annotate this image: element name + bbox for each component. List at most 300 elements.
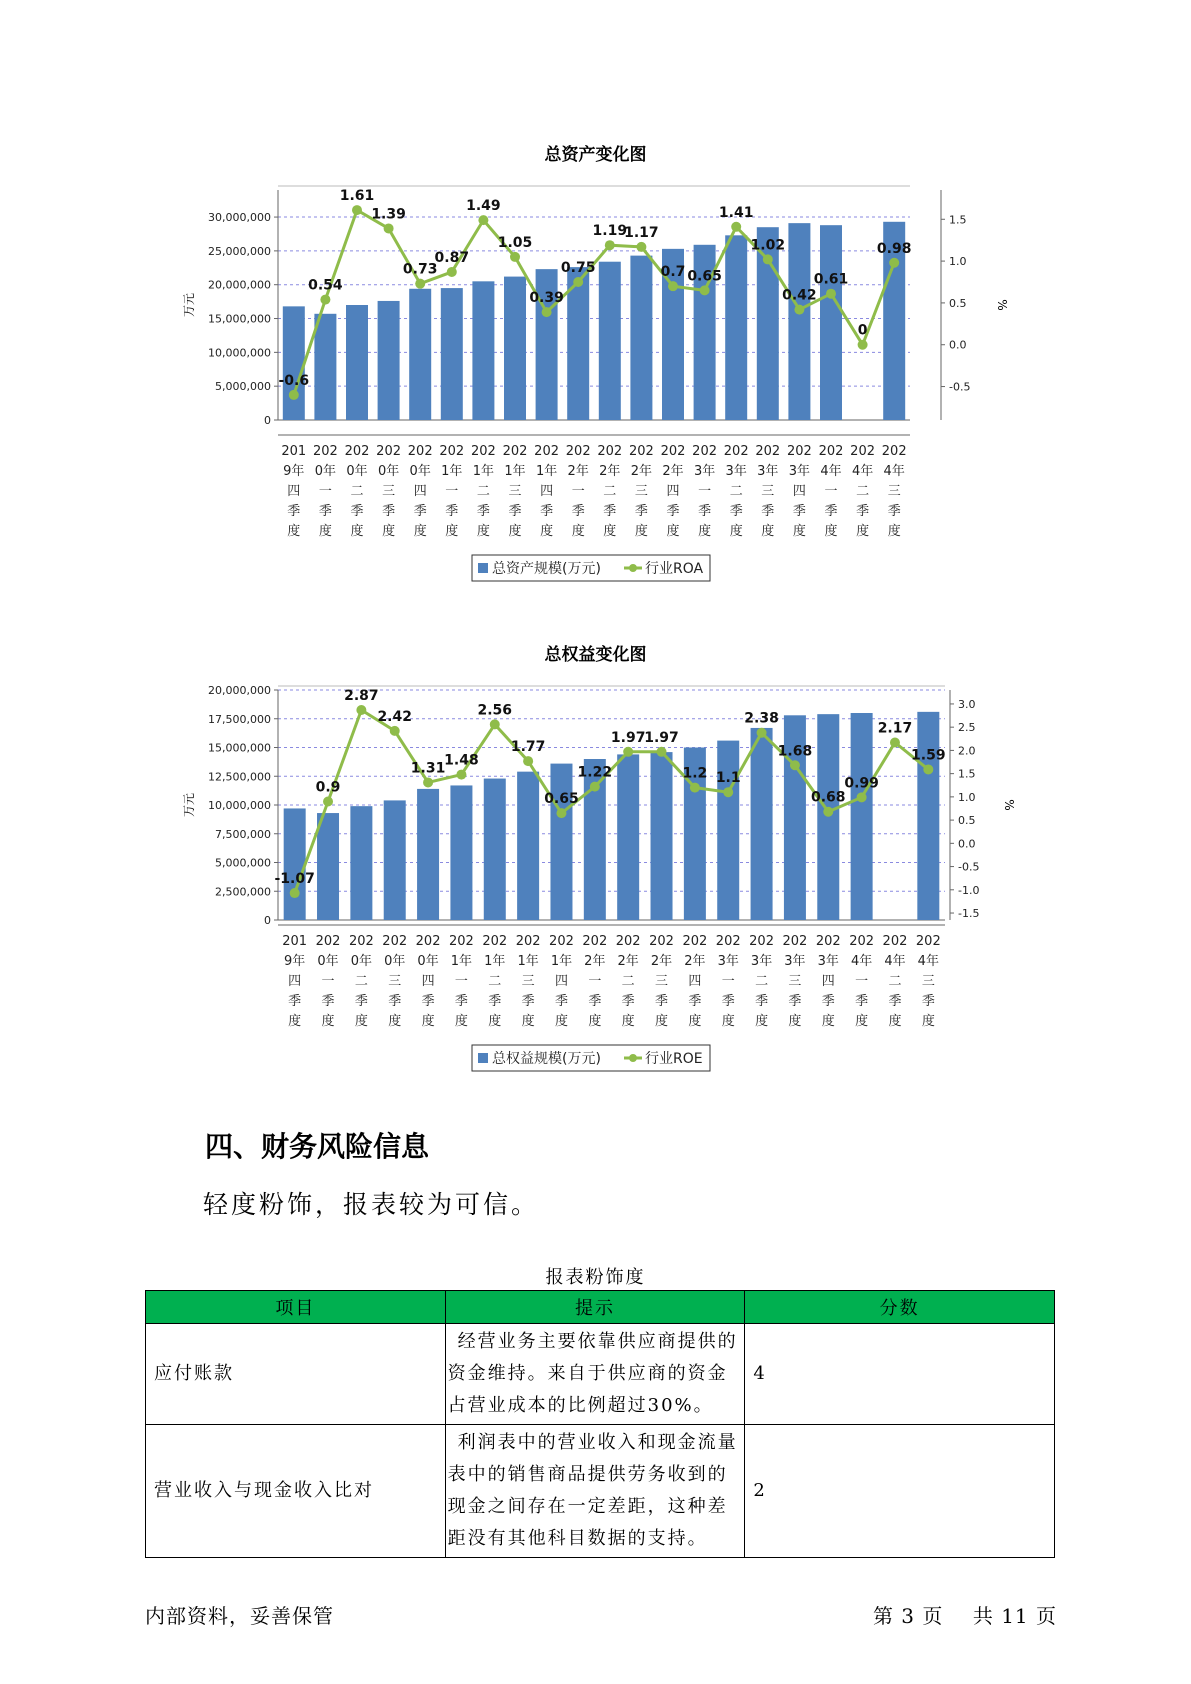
category-label-part: 三 <box>388 974 402 989</box>
line-point <box>623 747 633 757</box>
category-label-part: 度 <box>288 1014 302 1029</box>
data-label: 0.65 <box>687 268 722 285</box>
bar <box>717 741 739 920</box>
data-label: 1.22 <box>577 764 613 781</box>
category-label-part: 202 <box>407 444 433 459</box>
category-label <box>916 934 941 1029</box>
category-label-part: 1年 <box>504 464 526 479</box>
category-label <box>349 934 374 1029</box>
category-label <box>850 444 875 539</box>
section-paragraph: 轻度粉饰，报表较为可信。 <box>203 1190 540 1219</box>
category-label-part: 202 <box>415 934 441 949</box>
category-label-part: 3年 <box>750 954 773 969</box>
row-item: 应付账款 <box>146 1324 446 1425</box>
bar <box>441 288 463 420</box>
bar <box>917 712 939 920</box>
category-label-part: 二 <box>888 974 902 989</box>
data-label: 1.49 <box>466 198 501 215</box>
category-label <box>883 934 908 1029</box>
data-label: 1.77 <box>510 739 546 756</box>
category-label-part: 2年 <box>684 954 706 969</box>
category-label-part: 度 <box>321 1014 335 1029</box>
legend <box>472 1045 710 1071</box>
category-label-part: 1年 <box>517 954 539 969</box>
category-label-part: 度 <box>413 524 427 539</box>
category-label-part: 度 <box>729 524 743 539</box>
category-label-part: 季 <box>454 994 468 1009</box>
legend-bar-swatch <box>478 563 488 573</box>
category-label-part: 季 <box>488 994 502 1009</box>
section-heading: 四、财务风险信息 <box>205 1130 430 1163</box>
category-label-part: 三 <box>634 484 648 499</box>
category-label <box>471 444 496 539</box>
category-label-part: 季 <box>888 994 902 1009</box>
category-label-part: 202 <box>882 934 908 949</box>
category-label-part: 季 <box>350 504 364 519</box>
category-label-part: 季 <box>792 504 806 519</box>
category-label-part: 3年 <box>817 954 839 969</box>
category-label-part: 季 <box>382 504 396 519</box>
data-label: 1.19 <box>592 223 628 240</box>
category-label-part: 202 <box>449 934 474 949</box>
header-item: 项目 <box>146 1291 446 1324</box>
category-label-part: 季 <box>634 504 648 519</box>
line-point <box>923 764 933 774</box>
line-point <box>723 787 733 797</box>
bar <box>820 225 842 420</box>
row-hint: 利润表中的营业收入和现金流量表中的销售商品提供劳务收到的现金之间存在一定差距，这种差距没有其他科目数据的支持。 <box>445 1425 745 1558</box>
category-label-part: 度 <box>856 524 870 539</box>
category-label-part: 1年 <box>472 464 495 479</box>
data-label: 0.99 <box>844 775 879 792</box>
category-label-part: 季 <box>721 994 735 1009</box>
bar <box>417 789 439 920</box>
category-label <box>649 934 674 1029</box>
category-label-part: 202 <box>502 444 528 459</box>
category-label <box>629 444 654 539</box>
line-point <box>636 242 646 252</box>
category-label-part: 三 <box>508 484 522 499</box>
line-point <box>790 760 800 770</box>
category-label <box>692 444 717 539</box>
left-tick-label: 2,500,000 <box>215 885 271 899</box>
category-label-part: 202 <box>649 934 674 949</box>
category-label-part: 季 <box>824 504 838 519</box>
category-label-part: 三 <box>921 974 935 989</box>
category-label-part: 三 <box>521 974 535 989</box>
bar <box>284 808 306 920</box>
left-tick-label: 0 <box>264 414 271 427</box>
category-label-part: 202 <box>915 934 941 949</box>
category-label-part: 度 <box>287 524 301 539</box>
category-label-part: 度 <box>318 524 332 539</box>
category-label-part: 季 <box>288 994 302 1009</box>
category-label-part: 季 <box>445 504 459 519</box>
line-point <box>690 783 700 793</box>
line-point <box>826 289 836 299</box>
category-label-part: 0年 <box>377 464 400 479</box>
category-label-part: 202 <box>849 934 875 949</box>
category-label-part: 202 <box>348 934 374 949</box>
data-label: 2.42 <box>377 708 412 725</box>
bar <box>851 713 873 920</box>
category-label-part: 季 <box>621 994 635 1009</box>
category-label-part: 202 <box>818 444 844 459</box>
category-label-part: 202 <box>850 444 876 459</box>
data-label: 0.9 <box>315 779 341 796</box>
data-label: 1.48 <box>444 752 479 769</box>
category-label-part: 1年 <box>550 954 573 969</box>
category-label-part: 4年 <box>850 954 873 969</box>
category-label-part: 度 <box>488 1014 502 1029</box>
line-point <box>889 258 899 268</box>
page-prefix: 第 <box>872 1604 894 1628</box>
bar <box>283 306 305 420</box>
category-label <box>849 934 874 1029</box>
total-equity-chart <box>0 640 1191 1110</box>
category-label-part: 3年 <box>788 464 811 479</box>
data-label: 0.42 <box>782 287 817 304</box>
category-label <box>787 444 812 539</box>
category-label-part: 四 <box>554 974 568 989</box>
category-label-part: 9年 <box>283 464 305 479</box>
category-label-part: 度 <box>540 524 554 539</box>
category-label-part: 二 <box>621 974 635 989</box>
data-label: -1.07 <box>274 871 315 888</box>
bar <box>725 235 747 420</box>
category-label-part: 度 <box>382 524 396 539</box>
category-label-part: 0年 <box>417 954 439 969</box>
line-point <box>605 240 615 250</box>
right-tick-label: 0.5 <box>958 814 976 828</box>
bar <box>751 728 773 920</box>
category-label-part: 季 <box>413 504 427 519</box>
category-label <box>439 444 464 539</box>
category-label-part: 202 <box>582 934 608 949</box>
category-label-part: 202 <box>344 444 370 459</box>
category-label-part: 0年 <box>409 464 431 479</box>
category-label-part: 0年 <box>314 464 337 479</box>
line-point <box>490 719 500 729</box>
line-point <box>415 279 425 289</box>
data-label: 1.61 <box>339 188 375 205</box>
category-label <box>597 444 622 539</box>
total-equity-chart-svg <box>0 640 1191 1110</box>
category-label-part: 202 <box>312 444 338 459</box>
category-label <box>316 934 341 1029</box>
row-hint: 经营业务主要依靠供应商提供的资金维持。来自于供应商的资金占营业成本的比例超过30%。 <box>445 1324 745 1425</box>
category-label-part: 202 <box>682 934 708 949</box>
footer-confidential: 内部资料，妥善保管 <box>145 1604 334 1628</box>
category-label-part: 202 <box>715 934 741 949</box>
legend-line-label: 行业ROE <box>645 1051 703 1067</box>
category-label-part: 0年 <box>346 464 368 479</box>
category-label-part: 度 <box>603 524 617 539</box>
category-label-part: 度 <box>476 524 490 539</box>
bar <box>314 314 336 420</box>
category-label-part: 202 <box>749 934 774 949</box>
category-label-part: 度 <box>721 1014 735 1029</box>
row-item: 营业收入与现金收入比对 <box>146 1425 446 1558</box>
category-label-part: 1年 <box>441 464 463 479</box>
category-label <box>816 934 841 1029</box>
line-point <box>590 782 600 792</box>
category-label-part: 二 <box>603 484 617 499</box>
data-label: 0.98 <box>876 240 912 257</box>
category-label-part: 度 <box>388 1014 402 1029</box>
category-label <box>416 934 441 1029</box>
data-label: 1.17 <box>624 224 659 241</box>
line-point <box>290 888 300 898</box>
data-label: 0.75 <box>560 260 596 276</box>
category-label-part: 一 <box>445 484 459 499</box>
category-label-part: 季 <box>521 994 535 1009</box>
category-label-part: 度 <box>888 1014 902 1029</box>
data-label: 1.59 <box>911 747 946 764</box>
bar <box>517 772 539 920</box>
category-label-part: 202 <box>786 444 812 459</box>
category-label-part: 1年 <box>484 954 506 969</box>
data-label: 0.65 <box>544 791 579 808</box>
right-tick-label: -0.5 <box>958 860 980 874</box>
y-right-label: % <box>995 299 1009 311</box>
bar <box>384 800 406 920</box>
category-label <box>819 444 844 539</box>
category-label-part: 季 <box>321 994 335 1009</box>
header-score: 分数 <box>745 1291 1055 1324</box>
chart-title: 总资产变化图 <box>544 145 647 165</box>
right-tick-label: 1.5 <box>949 213 967 227</box>
category-label-part: 202 <box>692 444 718 459</box>
category-label-part: 202 <box>515 934 541 949</box>
category-label-part: 3年 <box>784 954 806 969</box>
category-label-part: 度 <box>698 524 712 539</box>
category-label-part: 202 <box>782 934 808 949</box>
category-label-part: 9年 <box>284 954 306 969</box>
category-label-part: 度 <box>454 1014 468 1029</box>
category-label-part: 二 <box>755 974 769 989</box>
data-label: 0.87 <box>434 249 470 266</box>
right-tick-label: 0.0 <box>949 338 967 352</box>
y-left-label: 万元 <box>182 292 196 318</box>
category-label-part: 度 <box>350 524 364 539</box>
category-label <box>716 934 741 1029</box>
category-label <box>516 934 541 1029</box>
line-point <box>510 252 520 262</box>
line-point <box>858 340 868 350</box>
line-point <box>542 307 552 317</box>
row-score: 2 <box>745 1425 1055 1558</box>
category-label-part: 202 <box>881 444 907 459</box>
category-label-part: 四 <box>821 974 835 989</box>
left-tick-label: 10,000,000 <box>208 346 271 360</box>
category-label-part: 季 <box>388 994 402 1009</box>
right-tick-label: 1.5 <box>958 767 976 781</box>
data-label: 1.31 <box>410 760 446 777</box>
category-label-part: 2年 <box>584 954 606 969</box>
total-prefix: 共 <box>972 1604 994 1628</box>
risk-table <box>145 1290 1055 1558</box>
table-caption: 报表粉饰度 <box>545 1267 646 1288</box>
left-tick-label: 5,000,000 <box>215 856 271 870</box>
category-label-part: 四 <box>287 484 301 499</box>
right-tick-label: 3.0 <box>958 697 976 711</box>
line-point <box>668 281 678 291</box>
category-label-part: 季 <box>421 994 435 1009</box>
category-label-part: 三 <box>655 974 669 989</box>
category-label-part: 季 <box>921 994 935 1009</box>
category-label-part: 2年 <box>650 954 673 969</box>
total-assets-chart <box>0 140 1191 600</box>
category-label-part: 2年 <box>662 464 684 479</box>
category-label <box>582 934 607 1029</box>
line-point <box>478 215 488 225</box>
right-tick-label: 1.0 <box>949 255 967 269</box>
bar <box>350 806 372 920</box>
data-label: 0.73 <box>402 261 438 278</box>
category-label-part: 季 <box>761 504 775 519</box>
category-label-part: 三 <box>761 484 775 499</box>
category-label-part: 202 <box>376 444 402 459</box>
category-label-part: 度 <box>588 1014 602 1029</box>
category-label-part: 二 <box>488 974 502 989</box>
category-label-part: 季 <box>571 504 585 519</box>
category-label-part: 一 <box>588 974 602 989</box>
legend-line-marker <box>629 1054 637 1062</box>
category-label-part: 季 <box>554 994 568 1009</box>
category-label-part: 2年 <box>617 954 639 969</box>
category-label-part: 202 <box>815 934 841 949</box>
data-label: 1.97 <box>644 729 679 746</box>
y-left-label: 万元 <box>182 792 196 818</box>
category-label-part: 度 <box>354 1014 368 1029</box>
header-hint: 提示 <box>445 1291 745 1324</box>
category-label-part: 度 <box>921 1014 935 1029</box>
bar <box>317 813 339 920</box>
data-label: 1.97 <box>610 729 646 746</box>
data-label: 0.7 <box>660 264 686 281</box>
category-label-part: 四 <box>288 974 302 989</box>
line-point <box>890 738 900 748</box>
category-label-part: 201 <box>282 934 308 949</box>
category-label-part: 0年 <box>384 954 406 969</box>
category-label-part: 一 <box>454 974 468 989</box>
bar <box>472 281 494 420</box>
category-label-part: 度 <box>445 524 459 539</box>
left-tick-label: 7,500,000 <box>215 827 271 841</box>
category-label-part: 一 <box>721 974 735 989</box>
category-label-part: 2年 <box>630 464 653 479</box>
bar <box>550 764 572 920</box>
category-label-part: 202 <box>755 444 781 459</box>
left-tick-label: 5,000,000 <box>215 380 271 394</box>
bar <box>599 262 621 420</box>
category-label <box>724 444 749 539</box>
category-label-part: 202 <box>597 444 623 459</box>
right-tick-label: 1.0 <box>958 790 976 804</box>
bar <box>346 305 368 420</box>
category-label-part: 季 <box>788 994 802 1009</box>
legend-bar-label: 总权益规模(万元) <box>492 1051 601 1067</box>
category-label-part: 2年 <box>567 464 589 479</box>
right-tick-label: -1.0 <box>958 883 980 897</box>
bar <box>504 277 526 420</box>
data-label: 0.68 <box>811 789 846 806</box>
right-tick-label: -1.5 <box>958 907 980 921</box>
category-label-part: 1年 <box>450 954 473 969</box>
bar <box>409 289 431 420</box>
category-label-part: 度 <box>421 1014 435 1029</box>
line-point <box>857 792 867 802</box>
legend-line-label: 行业ROA <box>645 561 704 577</box>
category-label-part: 202 <box>549 934 574 949</box>
category-label-part: 季 <box>698 504 712 519</box>
category-label-part: 202 <box>482 934 508 949</box>
category-label <box>408 444 433 539</box>
category-label-part: 一 <box>321 974 335 989</box>
page-num: 3 <box>901 1604 916 1628</box>
category-label-part: 三 <box>887 484 901 499</box>
bar <box>617 754 639 920</box>
category-label-part: 三 <box>382 484 396 499</box>
line-point <box>456 770 466 780</box>
data-label: 2.17 <box>877 720 913 737</box>
line-point <box>289 390 299 400</box>
line-point <box>700 285 710 295</box>
category-label-part: 度 <box>855 1014 869 1029</box>
category-label-part: 202 <box>615 934 641 949</box>
category-label <box>382 934 407 1029</box>
category-label <box>549 934 574 1029</box>
category-label <box>682 934 707 1029</box>
category-label-part: 0年 <box>350 954 373 969</box>
category-label-part: 度 <box>655 1014 669 1029</box>
line-point <box>320 295 330 305</box>
category-label-part: 202 <box>628 444 654 459</box>
category-label-part: 202 <box>660 444 686 459</box>
category-label <box>482 934 507 1029</box>
category-label-part: 202 <box>315 934 341 949</box>
category-label-part: 度 <box>824 524 838 539</box>
line-point <box>757 728 767 738</box>
category-label-part: 一 <box>318 484 332 499</box>
right-tick-label: 2.0 <box>958 744 976 758</box>
category-label-part: 季 <box>666 504 680 519</box>
footer-page-number <box>873 1600 1057 1629</box>
category-label-part: 二 <box>350 484 364 499</box>
right-tick-label: -0.5 <box>949 380 971 394</box>
line-point <box>657 747 667 757</box>
category-label-part: 季 <box>603 504 617 519</box>
line-point <box>573 277 583 287</box>
category-label-part: 度 <box>508 524 522 539</box>
category-label-part: 2年 <box>599 464 621 479</box>
category-label-part: 4年 <box>884 954 906 969</box>
line-point <box>523 756 533 766</box>
category-label-part: 202 <box>439 444 465 459</box>
category-label-part: 202 <box>565 444 591 459</box>
category-label <box>755 444 780 539</box>
category-label <box>345 444 370 539</box>
category-label-part: 度 <box>788 1014 802 1029</box>
category-label <box>376 444 401 539</box>
left-tick-label: 12,500,000 <box>208 770 271 784</box>
data-label: 1.41 <box>718 204 754 221</box>
category-label-part: 季 <box>856 504 870 519</box>
data-label: 1.05 <box>497 234 533 251</box>
left-tick-label: 0 <box>264 914 271 927</box>
legend-bar-label: 总资产规模(万元) <box>492 561 601 577</box>
